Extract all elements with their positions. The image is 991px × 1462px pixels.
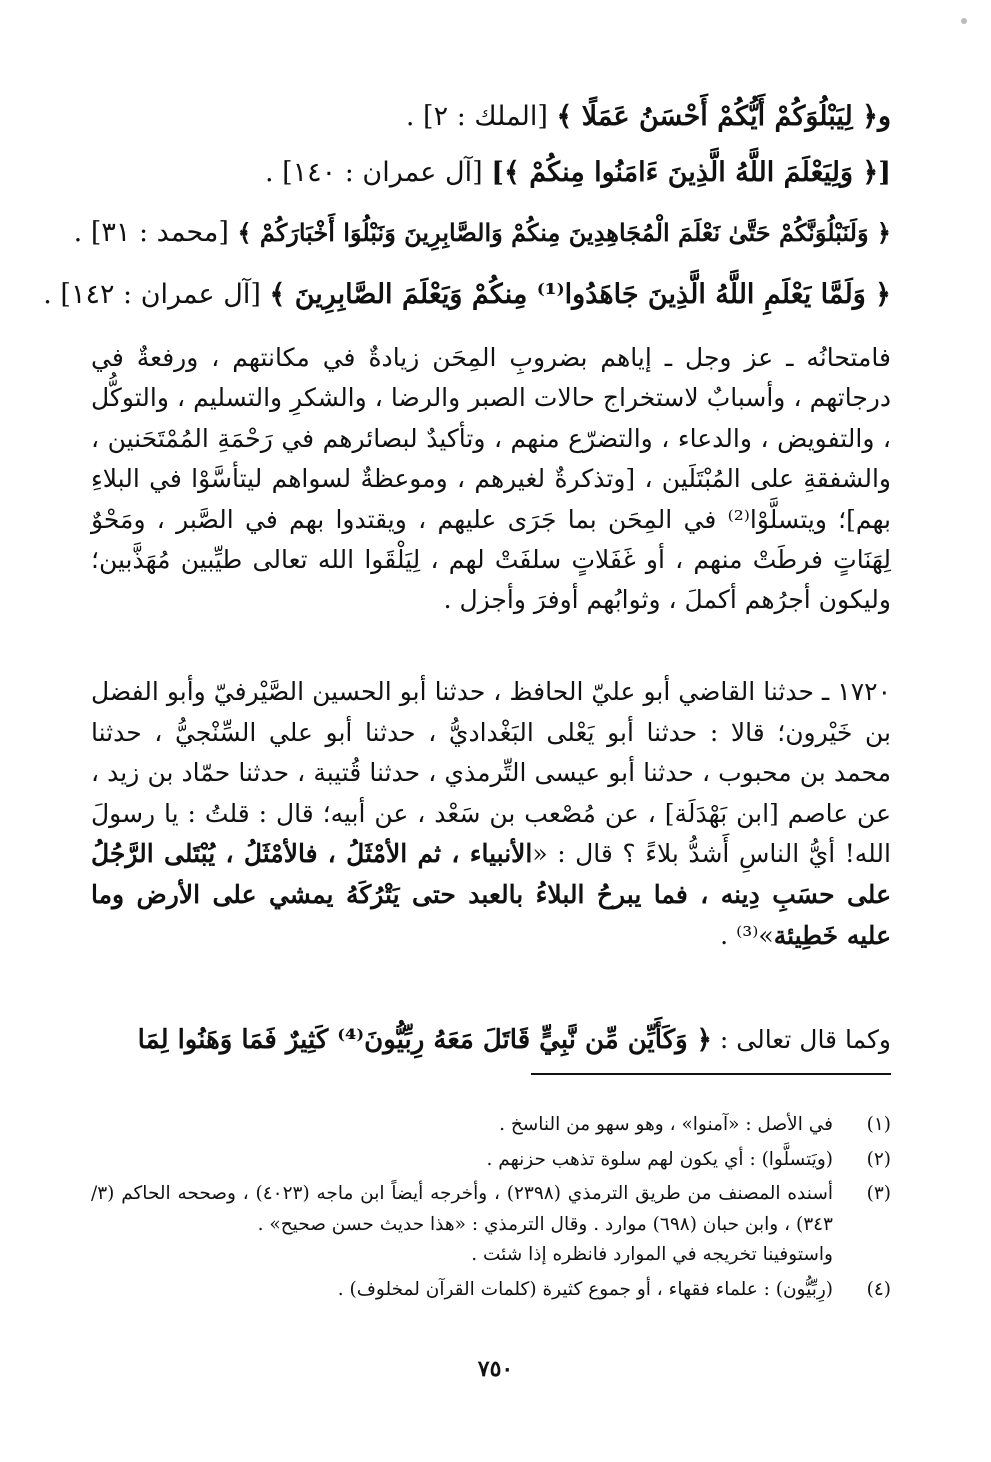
closing-verse-line <box>91 1020 891 1060</box>
footnotes <box>91 1110 891 1309</box>
closing-verse: ﴿ وَكَأَيِّن مِّن نَّبِيٍّ قَاتَلَ مَعَهُ رِبِّيُّونَ⁽⁴⁾ كَثِيرٌ فَمَا وَهَنُوا لِمَا <box>137 1025 712 1055</box>
closing-lead: وكما قال تعالى : <box>711 1025 891 1054</box>
footnote-number: (١) <box>866 1114 891 1135</box>
footnote-4 <box>91 1275 891 1306</box>
verse-text: ﴿ وَلَنَبْلُوَنَّكُمْ حَتَّىٰ نَعْلَمَ الْمُجَاهِدِينَ مِنكُمْ وَالصَّابِرِينَ وَنَبْلُوَا أَخْبَارَكُمْ ﴾ <box>237 218 891 247</box>
verse-reference: [آل عمران : ١٤٠] . <box>264 157 492 188</box>
footnote-number: (٣) <box>866 1183 891 1204</box>
footnote-line: أسنده المصنف من طريق الترمذي (٢٣٩٨) ، وأخرجه أيضاً ابن ماجه (٤٠٢٣) ، وصححه الحاكم (٣/ ٣٤٣) ، وابن حبان (٦٩٨) موارد . وقال الترمذي : «هذا حديث حسن صحيح» . <box>91 1183 833 1235</box>
verse-line-3 <box>73 214 891 252</box>
commentary-paragraph: فامتحانُه ـ عز وجل ـ إياهم بضروبِ المِحَن زيادةٌ في مكانتهم ، ورفعةٌ في درجاتهم ، وأسبابٌ لاستخراج حالات الصبر والرضا ، والشكرِ والتسليم ، والتوكُّل ، والتفويض ، والدعاء ، والتضرّع منهم ، وتأكيدٌ لبصائرهم في رَحْمَةِ المُمْتَحَنين ، والشفقةِ على المُبْتَلَين ، [وتذكرةٌ لغيرهم ، وموعظةٌ لسواهم ليتأسَّوْا في البلاءِ بهم]؛ ويتسلَّوْا⁽²⁾ في المِحَن بما جَرَى عليهم ، ويقتدوا بهم في الصَّبر ، ومَحْوٌ لِهَنَاتٍ فرطَتْ منهم ، أو غَفَلاتٍ سلفَتْ لهم ، لِيَلْقَوا الله تعالى طيِّبين مُهَذَّبين؛ وليكون أجرُهم أكملَ ، وثوابُهم أوفرَ وأجزل . <box>91 343 891 615</box>
footnote-number: (٤) <box>866 1278 891 1300</box>
hadith-isnad: ١٧٢٠ ـ حدثنا القاضي أبو عليّ الحافظ ، حدثنا أبو الحسين الصَّيْرفيّ وأبو الفضل بن خَيْرون؛ قالا : حدثنا أبو يَعْلى البَغْداديُّ ، حدثنا أبو علي السِّنْجيُّ ، حدثنا محمد بن محبوب ، حدثنا أبو عيسى التِّرمذي ، حدثنا قُتيبة ، حدثنا حمّاد بن زيد ، عن عاصم [ابن بَهْدَلَة] ، عن مُصْعب بن سَعْد ، عن أبيه؛ قال : قلتُ : يا رسولَ الله! أيُّ الناسِ أَشدُّ بلاءً ؟ قال : « <box>91 677 892 869</box>
footnote-text: (ويَتسلَّوا) : أي يكون لهم سلوة تذهب حزنهم . <box>486 1148 833 1170</box>
verse-reference: [الملك : ٢] . <box>405 101 557 132</box>
verse-text: و﴿ لِيَبْلُوَكُمْ أَيُّكُمْ أَحْسَنُ عَمَلًا ﴾ <box>556 101 891 132</box>
verse-line-4 <box>43 276 891 314</box>
hadith-close: »⁽³⁾ . <box>720 920 774 950</box>
scan-speck <box>961 18 967 24</box>
footnote-text <box>91 1179 833 1271</box>
footnote-1 <box>91 1110 891 1141</box>
verse-text: [﴿ وَلِيَعْلَمَ اللَّهُ الَّذِينَ ءَامَنُوا مِنكُمْ ﴾] <box>491 157 891 188</box>
verse-line-1 <box>91 98 891 136</box>
page-number: ٧٥٠ <box>477 1356 514 1382</box>
footnote-3 <box>91 1179 891 1271</box>
verse-line-2 <box>91 154 891 192</box>
verse-text: ﴿ وَلَمَّا يَعْلَمِ اللَّهُ الَّذِينَ جَاهَدُوا⁽¹⁾ مِنكُمْ وَيَعْلَمَ الصَّابِرِينَ ﴾ <box>269 279 891 310</box>
hadith-matn: الأنبياء ، ثم الأمْثَلُ ، فالأمْثَلُ ، يُبْتَلى الرَّجُلُ على حسَبِ دِينه ، فما يبرحُ البلاءُ بالعبد حتى يَتْرُكَهُ يمشي على الأرض وما عليه خَطِيئة <box>91 839 891 950</box>
footnote-separator <box>531 1073 891 1075</box>
footnote-text: في الأصل : «آمنوا» ، وهو سهو من الناسخ . <box>499 1114 833 1135</box>
verse-reference: [آل عمران : ١٤٢] . <box>43 279 270 310</box>
verse-reference: [محمد : ٣١] . <box>73 217 238 248</box>
footnote-number: (٢) <box>866 1148 891 1170</box>
footnote-text: (رِبِّيُّون) : علماء فقهاء ، أو جموع كثيرة (كلمات القرآن لمخلوف) . <box>337 1278 833 1300</box>
footnote-line: واستوفينا تخريجه في الموارد فانظره إذا شئت . <box>471 1244 833 1265</box>
footnote-2 <box>91 1145 891 1176</box>
hadith-1720 <box>91 672 891 956</box>
